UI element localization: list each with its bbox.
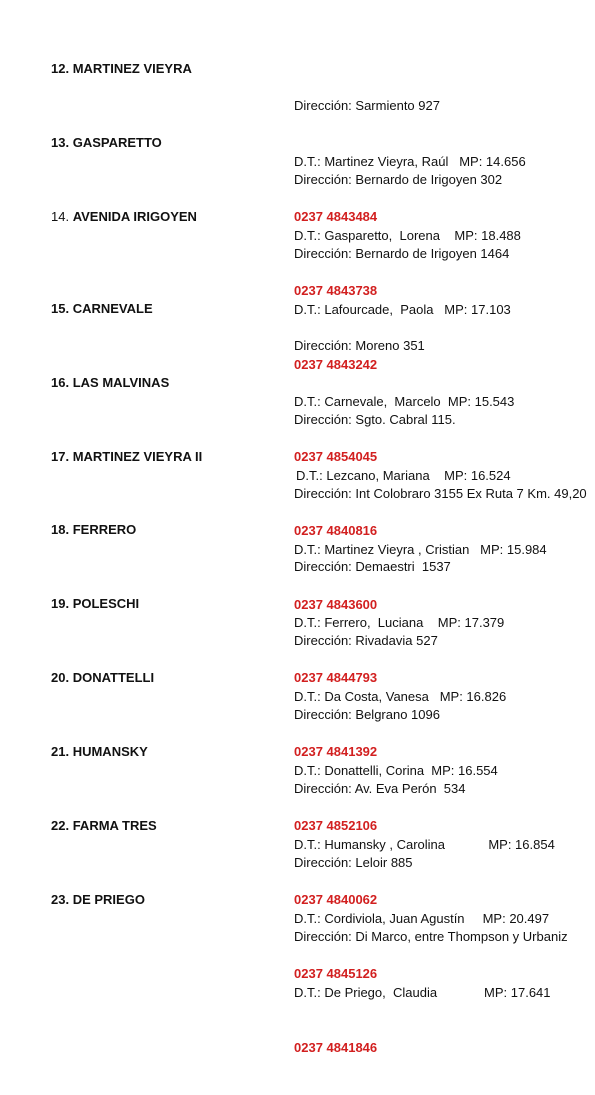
address-line: Dirección: Sgto. Cabral 115.: [294, 412, 456, 427]
phone-number[interactable]: 0237 4843242: [294, 357, 378, 372]
pharmacy-name: [51, 300, 153, 318]
technical-director-line: D.T.: Martinez Vieyra , Cristian MP: 15.984: [294, 541, 547, 557]
address-line: Dirección: Av. Eva Perón 534: [294, 781, 466, 796]
phone-number[interactable]: 0237 4844793: [294, 670, 378, 685]
entry-title: GASPARETTO: [72, 135, 162, 150]
pharmacy-details: [294, 891, 595, 1095]
technical-director-line: D.T.: Martinez Vieyra, Raúl MP: 14.656: [294, 153, 526, 169]
phone-number[interactable]: 0237 4845126: [294, 966, 378, 981]
address-line: Dirección: Di Marco, entre Thompson y Urbaniz: [294, 929, 568, 944]
entry-number: 18.: [51, 522, 70, 537]
entry-number: 19.: [51, 596, 70, 611]
phone-number[interactable]: 0237 4843738: [294, 283, 378, 298]
pharmacy-name: [51, 208, 197, 226]
technical-director-line: D.T.: Humansky , Carolina MP: 16.854: [294, 836, 555, 852]
phone-number[interactable]: 0237 4843600: [294, 597, 378, 612]
pharmacy-name: [51, 595, 139, 613]
technical-director-line: D.T.: De Priego, Claudia MP: 17.641: [294, 984, 551, 1000]
pharmacy-name: [51, 374, 169, 392]
technical-director-line: D.T.: Lezcano, Mariana MP: 16.524: [296, 467, 511, 483]
address-line: Dirección: Sarmiento 927: [294, 98, 440, 113]
technical-director-line: D.T.: Carnevale, Marcelo MP: 15.543: [294, 393, 515, 409]
entry-number: 20.: [51, 670, 70, 685]
phone-number[interactable]: 0237 4852106: [294, 818, 378, 833]
entry-number: 15.: [51, 301, 70, 316]
address-line: Dirección: Moreno 351: [294, 338, 425, 353]
entry-title: DONATTELLI: [72, 670, 155, 685]
entry-title: AVENIDA IRIGOYEN: [72, 209, 197, 224]
address-line: Dirección: Rivadavia 527: [294, 633, 438, 648]
address-line: Dirección: Leloir 885: [294, 855, 413, 870]
pharmacy-name: [51, 891, 145, 909]
pharmacy-name: [51, 134, 162, 152]
phone-number[interactable]: 0237 4843484: [294, 209, 378, 224]
entry-title: HUMANSKY: [72, 744, 148, 759]
phone-number[interactable]: 0237 4840062: [294, 892, 378, 907]
entry-number: 22.: [51, 818, 70, 833]
address-line: Dirección: Bernardo de Irigoyen 1464: [294, 246, 510, 261]
address-line: Dirección: Demaestri 1537: [294, 559, 451, 574]
technical-director-line: D.T.: Gasparetto, Lorena MP: 18.488: [294, 227, 521, 243]
pharmacy-name: [51, 448, 202, 466]
phone-number[interactable]: 0237 4840816: [294, 523, 378, 538]
entry-number: 13.: [51, 135, 70, 150]
entry-title: CARNEVALE: [72, 301, 153, 316]
address-line: Dirección: Int Colobraro 3155 Ex Ruta 7 Km. 49,20: [294, 486, 587, 501]
pharmacy-name: [51, 817, 157, 835]
entry-title: MARTINEZ VIEYRA: [72, 61, 192, 76]
entry-title: DE PRIEGO: [72, 892, 145, 907]
phone-number[interactable]: 0237 4841846: [294, 1040, 378, 1055]
technical-director-line: D.T.: Cordiviola, Juan Agustín MP: 20.497: [294, 910, 550, 926]
technical-director-line: D.T.: Lafourcade, Paola MP: 17.103: [294, 301, 511, 317]
address-line: Dirección: Bernardo de Irigoyen 302: [294, 172, 503, 187]
phone-number[interactable]: 0237 4854045: [294, 449, 378, 464]
pharmacy-name: [51, 743, 148, 761]
pharmacy-name: [51, 669, 154, 687]
entry-number: 14.: [51, 209, 70, 224]
technical-director-line: D.T.: Da Costa, Vanesa MP: 16.826: [294, 688, 507, 704]
entry-title: FERRERO: [72, 522, 137, 537]
entry-title: LAS MALVINAS: [72, 375, 170, 390]
pharmacy-name: [51, 521, 136, 539]
entry-title: MARTINEZ VIEYRA II: [72, 449, 203, 464]
pharmacy-name: [51, 60, 192, 78]
entry-number: 21.: [51, 744, 70, 759]
phone-number[interactable]: 0237 4841392: [294, 744, 378, 759]
entry-number: 16.: [51, 375, 70, 390]
address-line: Dirección: Belgrano 1096: [294, 707, 440, 722]
technical-director-line: D.T.: Ferrero, Luciana MP: 17.379: [294, 614, 505, 630]
technical-director-line: D.T.: Donattelli, Corina MP: 16.554: [294, 762, 498, 778]
entry-title: POLESCHI: [72, 596, 140, 611]
entry-number: 23.: [51, 892, 70, 907]
entry-title: FARMA TRES: [72, 818, 157, 833]
entry-number: 17.: [51, 449, 70, 464]
entry-number: 12.: [51, 61, 70, 76]
